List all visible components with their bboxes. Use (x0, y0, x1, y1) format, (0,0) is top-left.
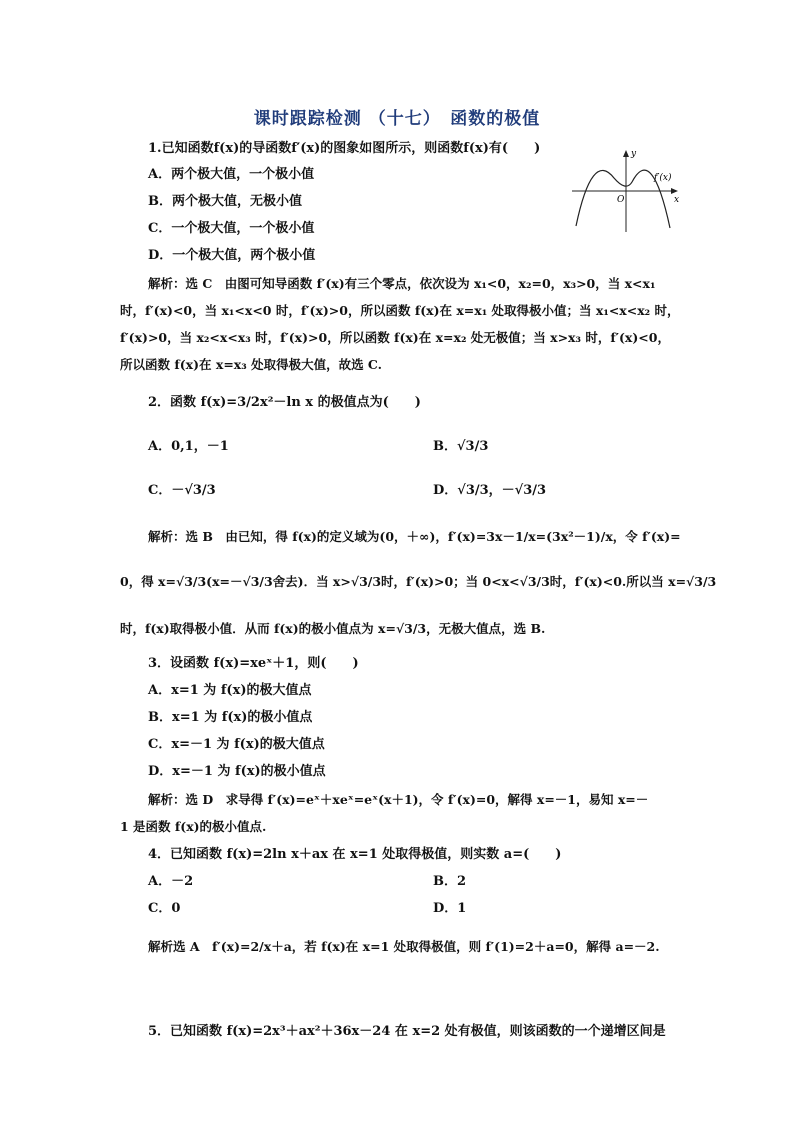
question-3-stem: 3．设函数 f(x)=xeˣ＋1，则( ) (148, 656, 359, 671)
q1-solution-line-1: 解析：选 C 由图可知导函数 f′(x)有三个零点，依次设为 x₁<0，x₂=0，x₃>0，当 x<x₁ (148, 276, 656, 291)
q4-option-c: C．0 (148, 901, 181, 916)
q3-solution-line-1: 解析：选 D 求导得 f′(x)=eˣ＋xeˣ=eˣ(x＋1)，令 f′(x)=0，解得 x=－1，易知 x=－ (148, 792, 649, 807)
q1-option-b: B．两个极大值，无极小值 (148, 194, 302, 209)
question-2-stem: 2．函数 f(x)=3/2x²－ln x 的极值点为( ) (148, 395, 421, 410)
origin-label: O (617, 195, 625, 205)
q1-solution-line-4: 所以函数 f(x)在 x=x₃ 处取得极大值，故选 C. (120, 357, 383, 372)
q3-solution-line-2: 1 是函数 f(x)的极小值点. (120, 819, 267, 834)
y-axis-label: y (631, 149, 637, 159)
derivative-graph (570, 148, 682, 234)
q2-option-d: D．√3/3，－√3/3 (433, 483, 547, 498)
q4-solution-line-1: 解析选 A f′(x)=2/x＋a，若 f(x)在 x=1 处取得极值，则 f′(1)=2＋a=0，解得 a=－2. (148, 939, 660, 954)
page-title: 课时跟踪检测 （十七） 函数的极值 (253, 109, 541, 129)
q3-option-d: D．x=－1 为 f(x)的极小值点 (148, 764, 326, 779)
q1-option-c: C．一个极大值，一个极小值 (148, 221, 315, 236)
q2-option-a: A．0,1，－1 (148, 439, 229, 454)
question-1-stem: 1.已知函数f(x)的导函数f′(x)的图象如图所示，则函数f(x)有( ) (148, 141, 541, 156)
q4-option-b: B．2 (433, 874, 467, 889)
q3-option-c: C．x=－1 为 f(x)的极大值点 (148, 737, 325, 752)
q2-option-c: C．－√3/3 (148, 483, 216, 498)
q4-option-a: A．－2 (148, 874, 194, 889)
x-axis-arrow (671, 188, 678, 194)
q1-solution-line-2: 时，f′(x)<0，当 x₁<x<0 时，f′(x)>0，所以函数 f(x)在 x=x₁ 处取得极小值；当 x₁<x<x₂ 时， (120, 303, 680, 318)
q4-option-d: D．1 (433, 901, 467, 916)
question-5-stem: 5．已知函数 f(x)=2x³＋ax²＋36x－24 在 x=2 处有极值，则该函数的一个递增区间是 (148, 1024, 666, 1039)
q1-option-d: D．一个极大值，两个极小值 (148, 248, 316, 263)
y-axis-arrow (623, 150, 629, 157)
q2-solution-line-1: 解析：选 B 由已知，得 f(x)的定义域为(0，＋∞)，f′(x)=3x－1/x=(3x²－1)/x，令 f′(x)= (148, 529, 681, 544)
curve-label: f′(x) (654, 173, 672, 183)
q1-option-a: A．两个极大值，一个极小值 (148, 167, 315, 182)
question-4-stem: 4．已知函数 f(x)=2ln x＋ax 在 x=1 处取得极值，则实数 a=( ) (148, 847, 562, 862)
q1-solution-line-3: f′(x)>0，当 x₂<x<x₃ 时，f′(x)>0，所以函数 f(x)在 x=x₂ 处无极值；当 x>x₃ 时，f′(x)<0， (120, 330, 670, 345)
x-axis-label: x (674, 195, 680, 205)
q2-solution-line-3: 时，f(x)取得极小值．从而 f(x)的极小值点为 x=√3/3，无极大值点，选 B. (120, 621, 546, 636)
q2-solution-line-2: 0，得 x=√3/3(x=－√3/3舍去)．当 x>√3/3时，f′(x)>0；当 0<x<√3/3时，f′(x)<0.所以当 x=√3/3 (120, 574, 717, 589)
q2-option-b: B．√3/3 (433, 439, 489, 454)
q3-option-a: A．x=1 为 f(x)的极大值点 (148, 683, 312, 698)
q3-option-b: B．x=1 为 f(x)的极小值点 (148, 710, 313, 725)
